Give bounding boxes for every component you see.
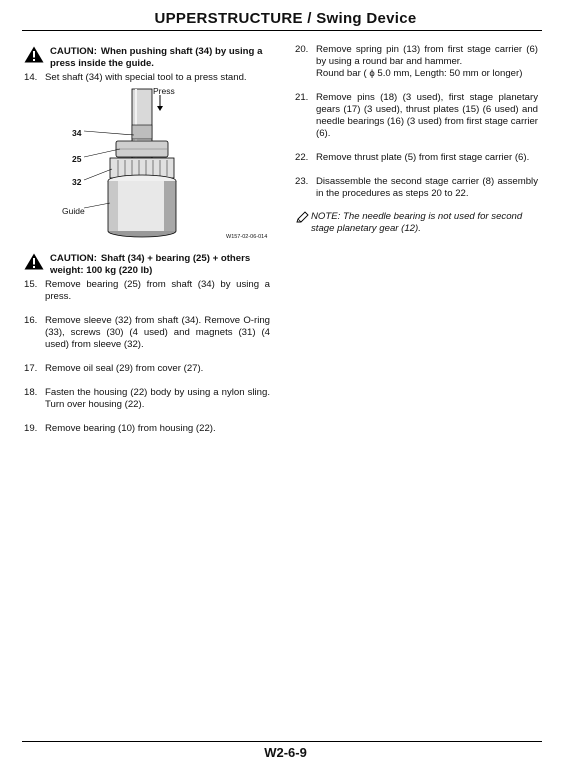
- caution-text: Shaft (34) + bearing (25) + others weight: 100 kg (220 lb): [50, 253, 251, 276]
- press-label: Press: [153, 86, 175, 96]
- guide-label: Guide: [62, 206, 85, 216]
- footer-rule: [22, 741, 542, 742]
- note-label: NOTE:: [311, 211, 341, 222]
- step-number: 15.: [24, 279, 38, 290]
- step-text: Disassemble the second stage carrier (8) assembly in the procedures as steps 20 to 22.: [316, 176, 538, 199]
- step-21: [295, 92, 538, 140]
- step-text: Set shaft (34) with special tool to a press stand.: [45, 72, 247, 83]
- callout-25: 25: [72, 154, 82, 164]
- step-number: 18.: [24, 387, 38, 398]
- step-20: [295, 44, 538, 80]
- step-number: 22.: [295, 152, 309, 163]
- callout-32: 32: [72, 177, 82, 187]
- note-block: [295, 211, 538, 235]
- step-number: 20.: [295, 44, 309, 55]
- caution-text: When pushing shaft (34) by using a press inside the guide.: [50, 46, 263, 69]
- caution-label: CAUTION:: [50, 46, 97, 57]
- step-number: 17.: [24, 363, 38, 374]
- figure-code: W157-02-06-014: [226, 234, 268, 240]
- step-text: Remove sleeve (32) from shaft (34). Remove O-ring (33), screws (30) (4 used) and magnets (31) (4 used) from sleeve (32).: [45, 315, 270, 350]
- step-main-text: Remove spring pin (13) from first stage carrier (6) by using a round bar and hammer.: [316, 44, 538, 67]
- step-18: [24, 387, 270, 411]
- warning-icon: [24, 253, 44, 270]
- shaft-press-illustration: [24, 85, 270, 243]
- caution-label: CAUTION:: [50, 253, 97, 264]
- step-text: Remove bearing (25) from shaft (34) by using a press.: [45, 279, 270, 302]
- step-19: [24, 423, 270, 435]
- step-15: [24, 279, 270, 303]
- caution-block-1: [24, 46, 270, 70]
- page-number: W2-6-9: [264, 745, 307, 760]
- step-22: [295, 152, 538, 164]
- step-text: Remove bearing (10) from housing (22).: [45, 423, 216, 434]
- step-sub-text: Round bar ( ϕ 5.0 mm, Length: 50 mm or longer): [316, 68, 523, 79]
- step-number: 23.: [295, 176, 309, 187]
- caution-block-2: [24, 253, 270, 277]
- step-number: 21.: [295, 92, 309, 103]
- header-rule: [22, 30, 542, 31]
- step-17: [24, 363, 270, 375]
- page-title: UPPERSTRUCTURE / Swing Device: [154, 10, 417, 27]
- step-text: [316, 44, 538, 80]
- step-text: Remove pins (18) (3 used), first stage planetary gears (17) (3 used), thrust plates (15) (6 used) and needle bearings (16) (3 used) from first stage carrier (6).: [316, 92, 538, 139]
- warning-icon: [24, 46, 44, 63]
- step-number: 14.: [24, 72, 38, 83]
- note-content: [311, 211, 538, 235]
- step-number: 16.: [24, 315, 38, 326]
- step-text: Remove thrust plate (5) from first stage carrier (6).: [316, 152, 530, 163]
- shaft-press-figure: [24, 85, 270, 243]
- step-number: 19.: [24, 423, 38, 434]
- step-16: [24, 315, 270, 351]
- note-text: The needle bearing is not used for second stage planetary gear (12).: [311, 211, 523, 234]
- step-text: Remove oil seal (29) from cover (27).: [45, 363, 204, 374]
- pencil-icon: [295, 211, 311, 223]
- left-column: [24, 46, 270, 435]
- callout-34: 34: [72, 128, 82, 138]
- step-text: Fasten the housing (22) body by using a nylon sling. Turn over housing (22).: [45, 387, 270, 410]
- step-23: [295, 176, 538, 200]
- right-column: [295, 44, 538, 235]
- step-14: [24, 72, 270, 84]
